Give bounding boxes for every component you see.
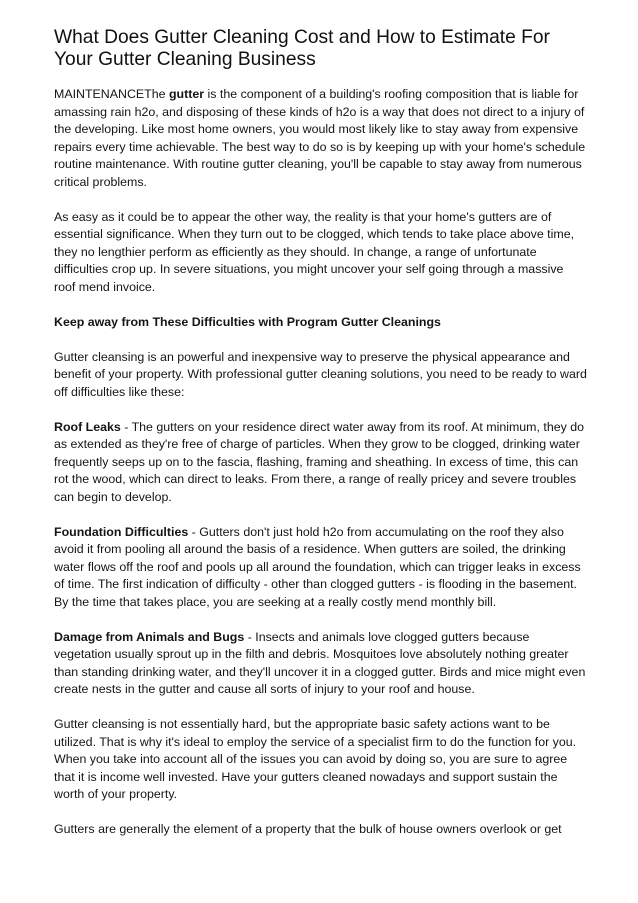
paragraph-3: Gutter cleansing is an powerful and inexpensive way to preserve the physical appearance and benefit of your property. With professional gutter cleaning solutions, you need to be ready to ward off difficulties like these:: [54, 349, 587, 399]
intro-bold-term: gutter: [168, 87, 205, 101]
title-line-2: Your Gutter Cleaning Business: [54, 49, 316, 70]
damage-heading: Damage from Animals and Bugs: [54, 629, 245, 644]
paragraph-5: Gutters are generally the element of a property that the bulk of house owners overlook or get: [54, 822, 562, 836]
page-title: [54, 27, 588, 71]
foundation-text: - Gutters don't just hold h2o from accumulating on the roof they also avoid it from pooling all around the basis of a residence. When gutters are soiled, the drinking water flows off the roof and pools up all around the foundation, which can trigger leaks in excess of time. The first indication of difficulty - other than clogged gutters - is flooding in the basement. By the time that takes place, you are seeking at a really costly mend monthly bill.: [54, 524, 581, 609]
title-line-1: What Does Gutter Cleaning Cost and How to Estimate For: [54, 27, 550, 48]
foundation-heading: Foundation Difficulties: [54, 524, 189, 539]
paragraph-4: Gutter cleansing is not essentially hard, but the appropriate basic safety actions want to be utilized. That is why it's ideal to employ the service of a specialist firm to do the function for you. When you take into account all of the issues you can avoid by doing so, you are sure to agree that it is income well invested. Have your gutters cleaned nowadays and support sustain the worth of your property.: [54, 717, 577, 801]
section-subheading: Keep away from These Difficulties with Program Gutter Cleanings: [54, 314, 441, 329]
foundation-paragraph: [54, 524, 588, 612]
damage-text: - Insects and animals love clogged gutters because vegetation usually sprout up in the filth and debris. Mosquitoes love absolutely nothing greater than standing drinking water, and they'll uncover it in a clogged gutter. Birds and mice might even create nests in the gutter and cause all sorts of injury to your roof and house.: [54, 629, 586, 696]
paragraph-2: As easy as it could be to appear the other way, the reality is that your home's gutters are of essential significance. When they turn out to be clogged, which tends to take place above time, they no lengthier perform as efficiently as they should. In change, a range of unfortunate difficulties crop up. In severe situations, you might uncover your self going through a massive roof mend invoice.: [54, 209, 575, 294]
intro-text: is the component of a building's roofing composition that is liable for amassing rain h2o, and disposing of these kinds of h2o is a way that does not direct to a injury of the developing. Like most home owners, you would most likely like to stay away from expensive repairs every time achievable. The best way to do so is by keeping up with your home's schedule routine maintenance. With routine gutter cleaning, you'll be capable to stay away from numerous critical problems.: [54, 87, 586, 189]
damage-paragraph: [54, 629, 588, 699]
intro-prefix: MAINTENANCEThe: [54, 87, 169, 101]
roof-leaks-heading: Roof Leaks: [54, 419, 121, 434]
roof-leaks-text: - The gutters on your residence direct water away from its roof. At minimum, they do as extended as they're free of charge of particles. When they grow to be clogged, drinking water frequently seeps up on to the fascia, flashing, framing and sheathing. In excess of time, this can rot the wood, which can direct to leaks. From there, a range of really pricey and severe troubles can begin to develop.: [54, 419, 585, 504]
document-body: [54, 27, 588, 839]
roof-leaks-paragraph: [54, 419, 588, 507]
intro-paragraph: [54, 86, 588, 191]
